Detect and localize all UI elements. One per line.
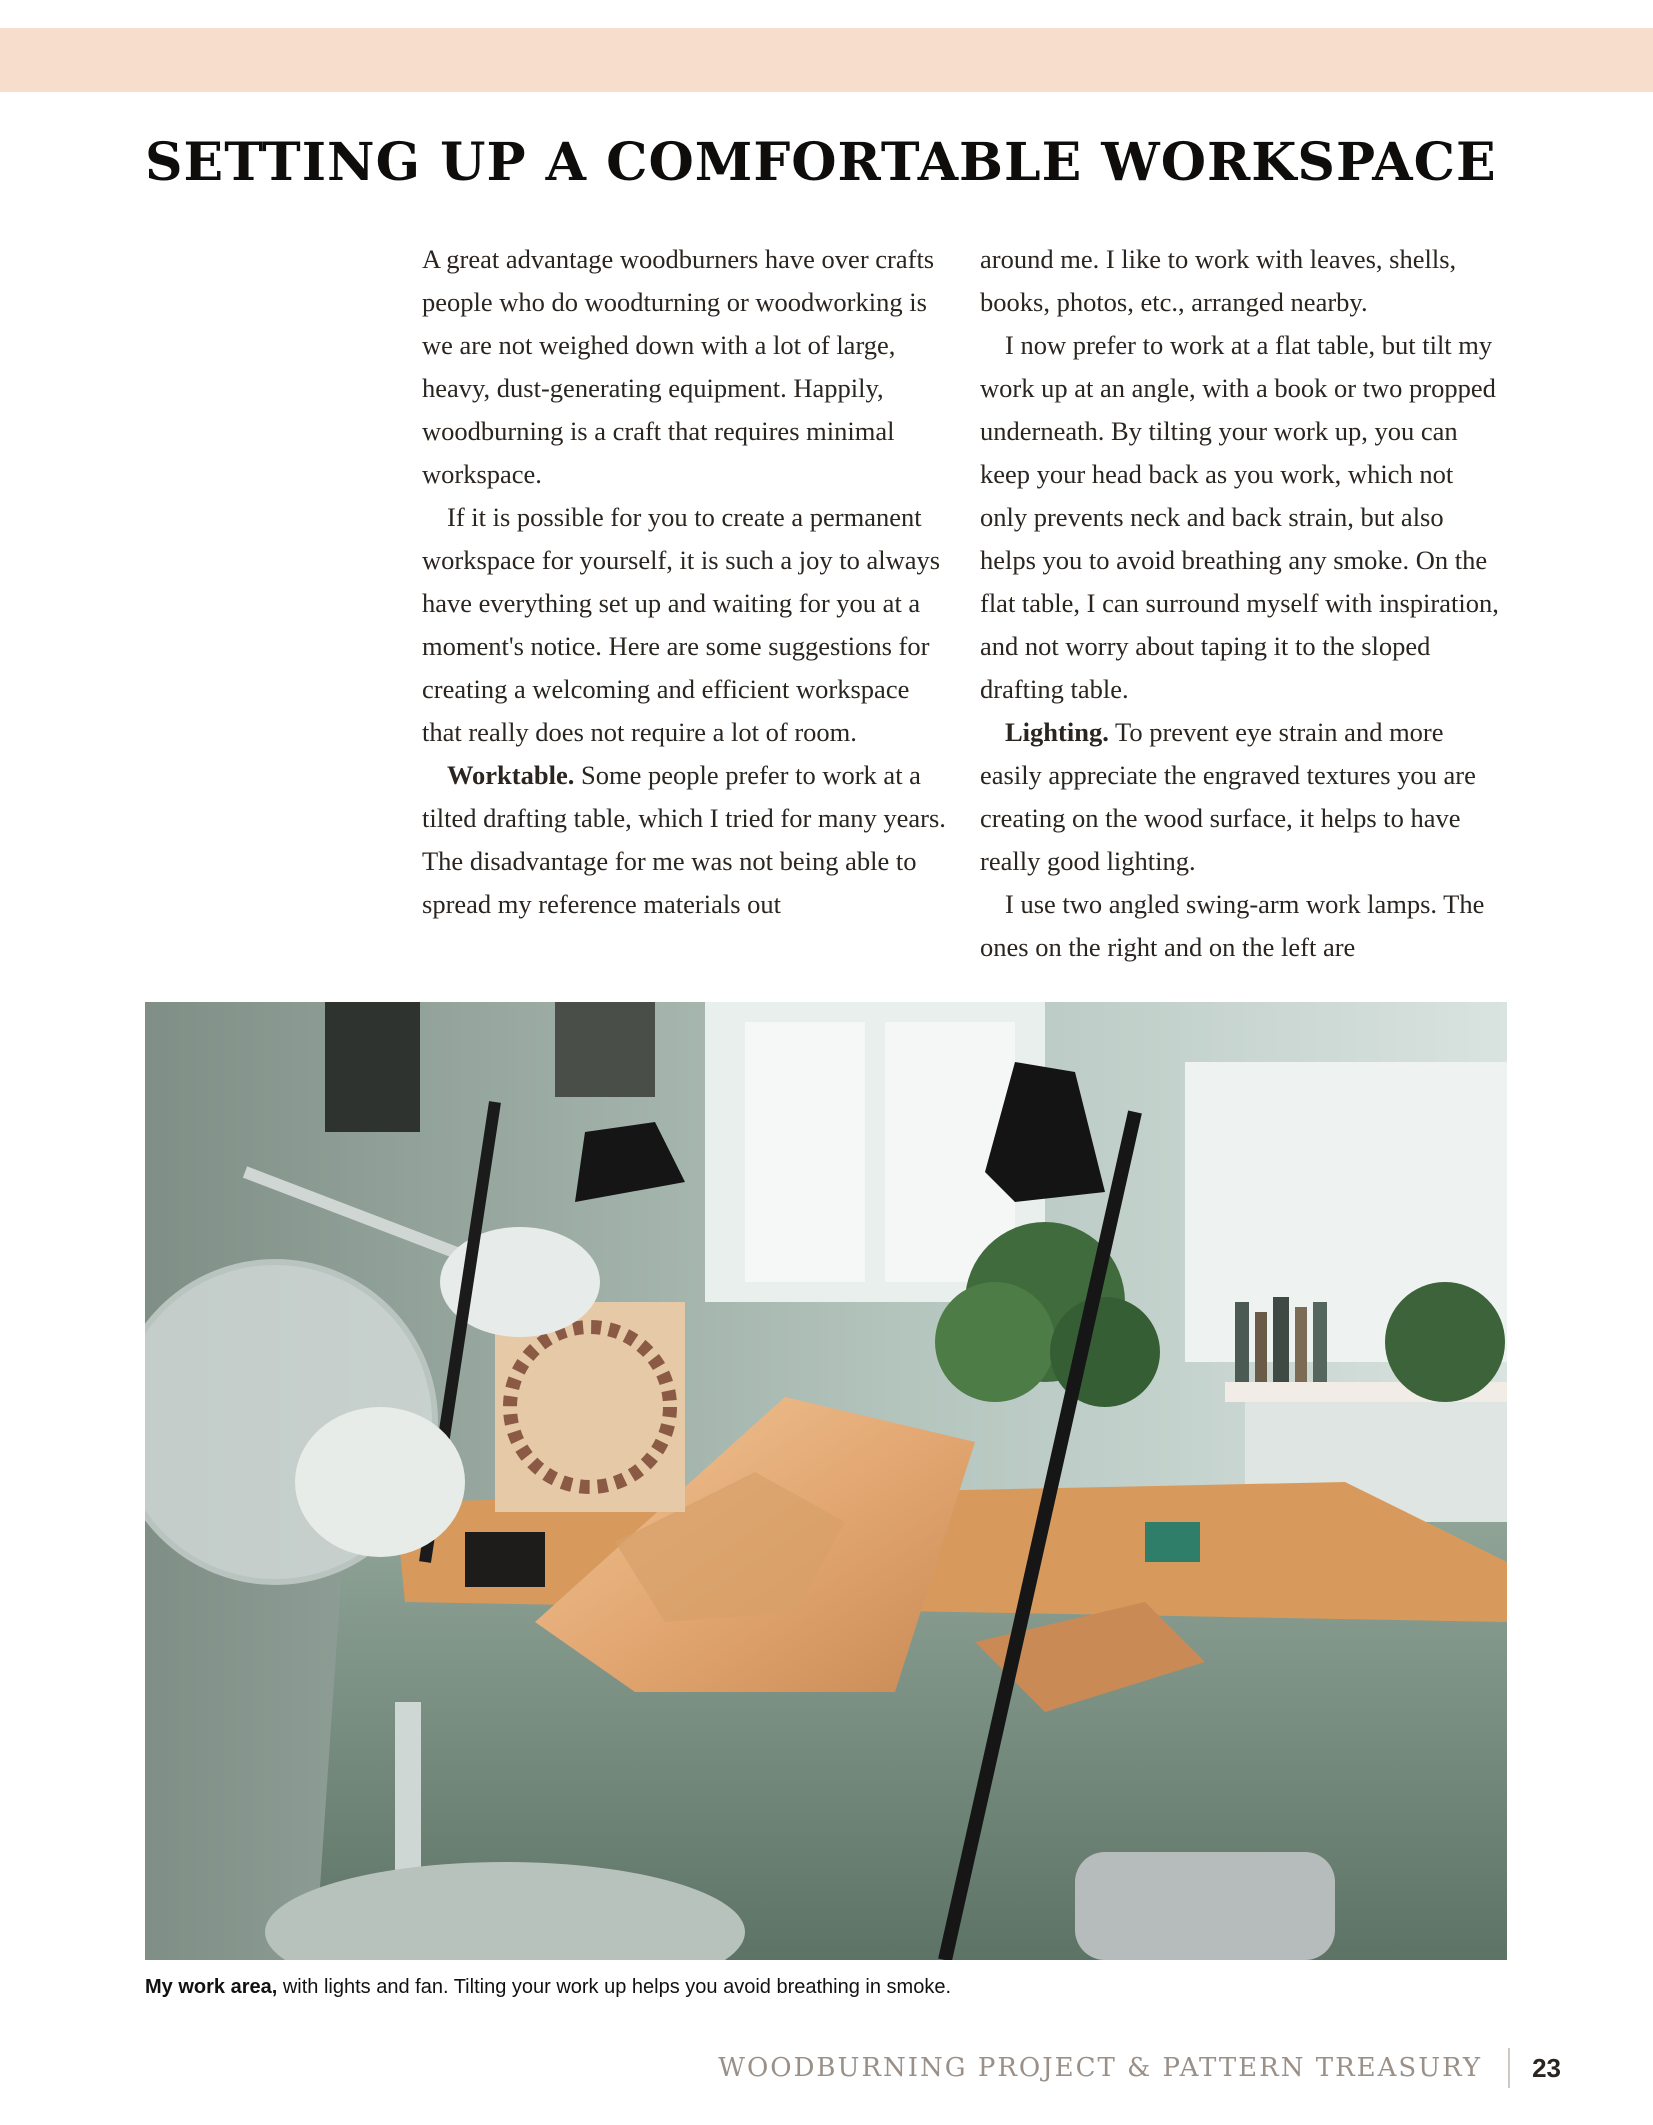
page-footer <box>718 2048 1561 2088</box>
worktable-text: Some people prefer to work at a tilted drafting table, which I tried for many years. The disadvantage for me was not being able to spread my reference materials out <box>422 760 946 919</box>
caption-lead: My work area, <box>145 1976 278 1998</box>
body-paragraph: I now prefer to work at a flat table, but tilt my work up at an angle, with a book or two propped underneath. By tilting your work up, you can keep your head back as you work, which not only prevents neck and back strain, but also helps you to avoid breathing any smoke. On the flat table, I can surround myself with inspiration, and not worry about taping it to the sloped drafting table. <box>980 330 1499 704</box>
body-paragraph: A great advantage woodburners have over crafts people who do woodturning or woodworking is we are not weighed down with a lot of large, heavy, dust-generating equipment. Happily, woodburning is a craft that requires minimal workspace. <box>422 244 935 489</box>
footer-divider <box>1508 2048 1510 2088</box>
lighting-text: To prevent eye strain and more easily appreciate the engraved textures you are creating on the wood surface, it helps to have really good lighting. <box>980 717 1476 876</box>
running-footer-title: WOODBURNING PROJECT & PATTERN TREASURY <box>718 2053 1483 2083</box>
body-paragraph: If it is possible for you to create a permanent workspace for yourself, it is such a joy to always have everything set up and waiting for you at a moment's notice. Here are some suggestions for creating a welcoming and efficient workspace that really does not require a lot of room. <box>422 502 941 747</box>
workspace-photo <box>145 1002 1507 1960</box>
body-paragraph: I use two angled swing-arm work lamps. The ones on the right and on the left are <box>980 889 1485 962</box>
page-title: SETTING UP A COMFORTABLE WORKSPACE <box>145 132 1497 193</box>
body-column-right <box>980 238 1505 969</box>
lighting-paragraph <box>980 711 1505 883</box>
body-paragraph: around me. I like to work with leaves, shells, books, photos, etc., arranged nearby. <box>980 244 1457 317</box>
top-color-band <box>0 28 1653 92</box>
photo-caption <box>145 1974 951 2000</box>
body-column-left <box>422 238 952 926</box>
worktable-heading: Worktable. <box>447 760 575 790</box>
page-number: 23 <box>1532 2052 1561 2083</box>
lighting-heading: Lighting. <box>1005 717 1109 747</box>
worktable-paragraph <box>422 754 952 926</box>
caption-text: with lights and fan. Tilting your work up helps you avoid breathing in smoke. <box>277 1976 951 1998</box>
